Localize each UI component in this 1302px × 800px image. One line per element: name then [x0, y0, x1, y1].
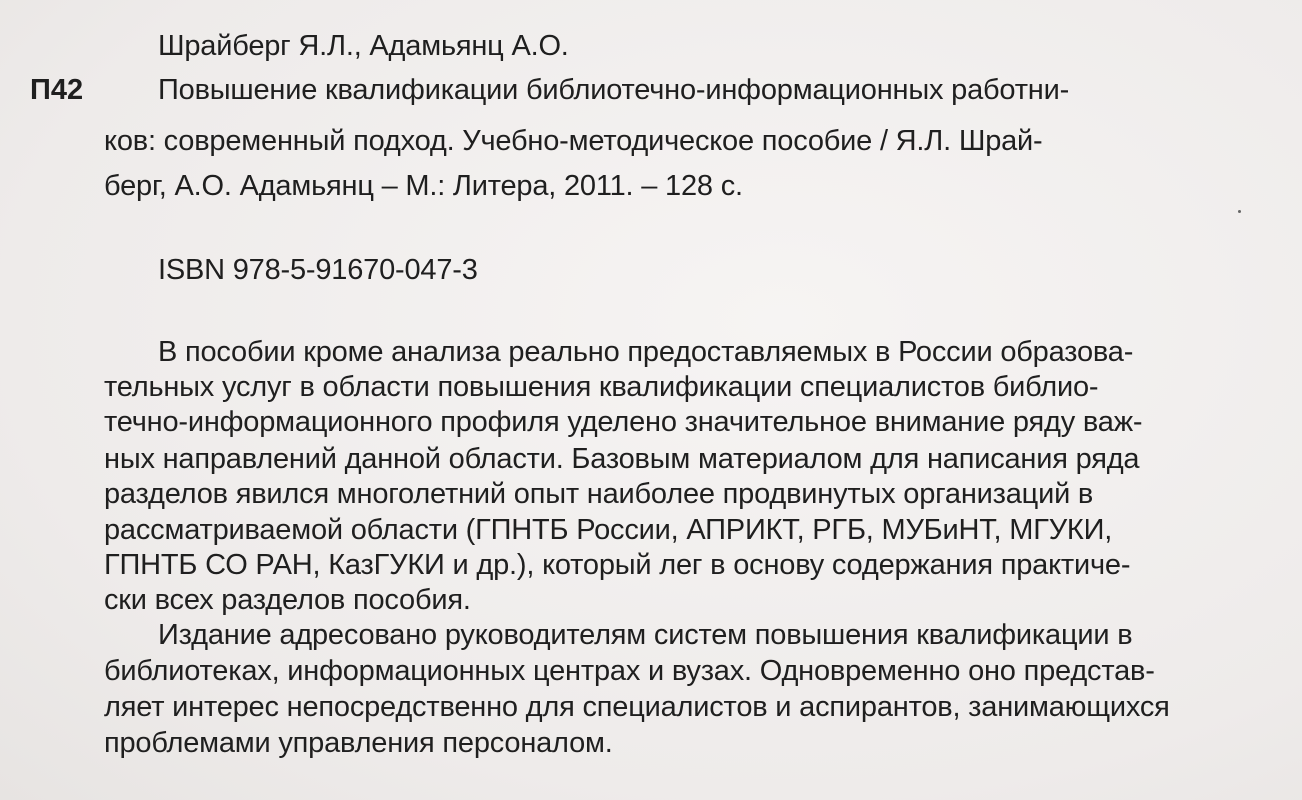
title-line: берг, А.О. Адамьянц – М.: Литера, 2011. – 128 с. — [104, 170, 743, 202]
abstract-line: В пособии кроме анализа реально предоставляемых в России образова- — [158, 336, 1134, 368]
title-line: ков: современный подход. Учебно-методическое пособие / Я.Л. Шрай- — [104, 125, 1043, 157]
index-code: П42 — [30, 74, 84, 106]
abstract-line: разделов явился многолетний опыт наиболее продвинутых организаций в — [104, 478, 1094, 510]
abstract-line: тельных услуг в области повышения квалификации специалистов библио- — [104, 371, 1099, 403]
title-line: Повышение квалификации библиотечно-информационных работни- — [158, 74, 1070, 106]
abstract-line: проблемами управления персоналом. — [104, 727, 613, 759]
abstract-line: рассматриваемой области (ГПНТБ России, АПРИКТ, РГБ, МУБиНТ, МГУКИ, — [104, 514, 1113, 546]
abstract-line: ных направлений данной области. Базовым материалом для написания ряда — [104, 443, 1140, 475]
abstract-line: ГПНТБ СО РАН, КазГУКИ и др.), который лег в основу содержания практиче- — [104, 549, 1131, 581]
abstract-line: библиотеках, информационных центрах и вузах. Одновременно оно представ- — [104, 655, 1155, 687]
abstract-line: ски всех разделов пособия. — [104, 584, 471, 616]
abstract-line: Издание адресовано руководителям систем повышения квалификации в — [158, 619, 1133, 651]
abstract-line: ляет интерес непосредственно для специалистов и аспирантов, занимающихся — [104, 691, 1170, 723]
speck — [1238, 210, 1241, 213]
abstract-line: течно-информационного профиля уделено значительное внимание ряду важ- — [104, 406, 1143, 438]
isbn: ISBN 978-5-91670-047-3 — [158, 254, 478, 286]
authors-line: Шрайберг Я.Л., Адамьянц А.О. — [158, 30, 569, 62]
